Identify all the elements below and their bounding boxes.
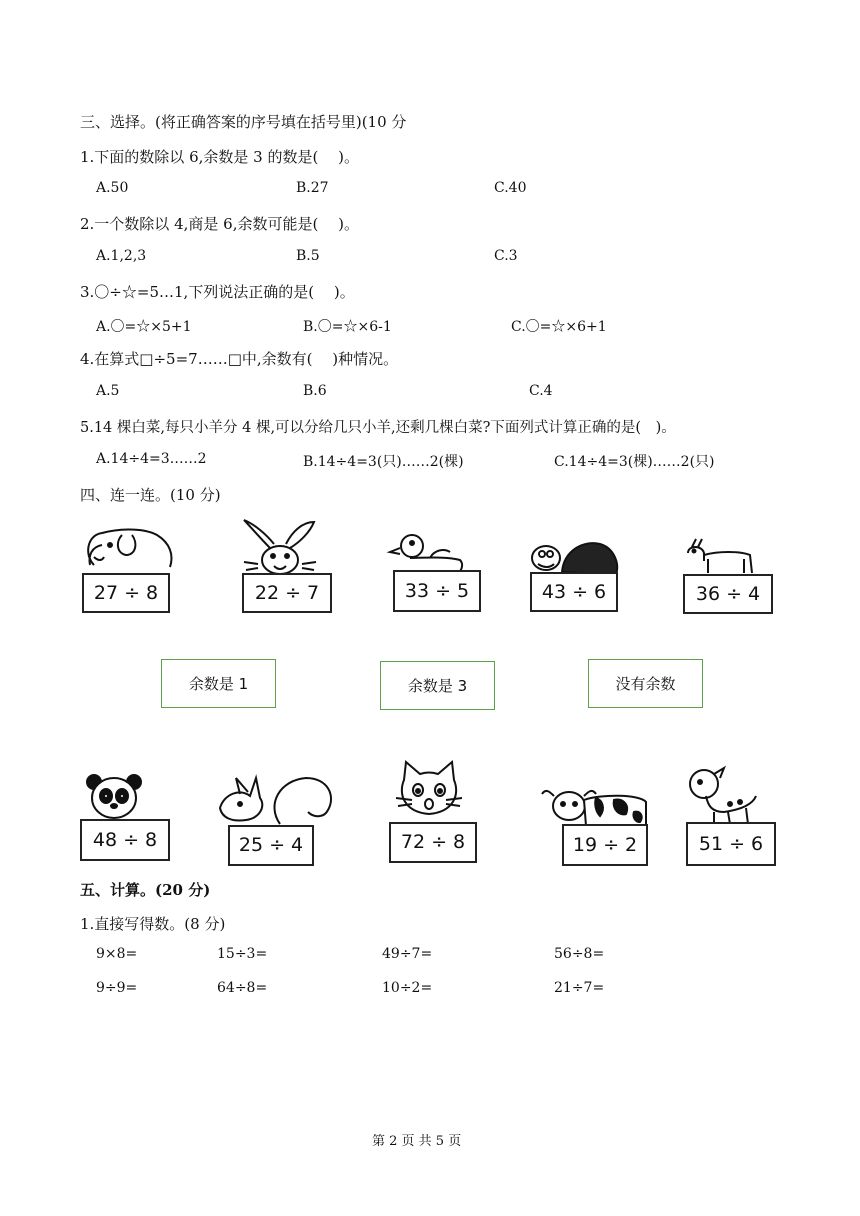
calc-item: 9÷9= — [96, 980, 138, 996]
q3-option-b: B.〇=☆×6-1 — [303, 319, 392, 335]
calc-item: 15÷3= — [217, 946, 268, 962]
q1-option-a: A.50 — [96, 180, 129, 196]
calc-item: 49÷7= — [382, 946, 433, 962]
rabbit-icon — [240, 518, 320, 578]
section3-title: 三、选择。(将正确答案的序号填在括号里)(10 分 — [80, 113, 407, 131]
q2-option-b: B.5 — [296, 248, 320, 264]
question-3: 3.〇÷☆=5…1,下列说法正确的是( )。 — [80, 283, 355, 301]
q4-option-c: C.4 — [529, 383, 553, 399]
answer-box-no-remainder: 没有余数 — [588, 659, 703, 708]
page-footer: 第 2 页 共 5 页 — [372, 1134, 462, 1149]
q3-option-c: C.〇=☆×6+1 — [511, 319, 607, 335]
calc-item: 9×8= — [96, 946, 138, 962]
calc-item: 56÷8= — [554, 946, 605, 962]
question-4: 4.在算式□÷5=7……□中,余数有( )种情况。 — [80, 350, 399, 368]
calc-item: 21÷7= — [554, 980, 605, 996]
top-card-4: 43 ÷ 6 — [530, 572, 618, 612]
section5-sub1: 1.直接写得数。(8 分) — [80, 915, 226, 933]
top-card-1: 27 ÷ 8 — [82, 573, 170, 613]
bottom-card-4: 19 ÷ 2 — [562, 824, 648, 866]
goat-icon — [684, 537, 756, 577]
top-card-5: 36 ÷ 4 — [683, 574, 773, 614]
q4-option-a: A.5 — [96, 383, 120, 399]
question-1: 1.下面的数除以 6,余数是 3 的数是( )。 — [80, 148, 359, 166]
section5-title: 五、计算。(20 分) — [80, 881, 211, 899]
calc-item: 10÷2= — [382, 980, 433, 996]
bottom-card-3: 72 ÷ 8 — [389, 822, 477, 863]
top-card-2: 22 ÷ 7 — [242, 573, 332, 613]
top-card-3: 33 ÷ 5 — [393, 570, 481, 612]
question-2: 2.一个数除以 4,商是 6,余数可能是( )。 — [80, 215, 359, 233]
q3-option-a: A.〇=☆×5+1 — [96, 319, 192, 335]
q5-option-a: A.14÷4=3……2 — [96, 451, 207, 467]
q1-option-b: B.27 — [296, 180, 329, 196]
answer-box-remainder-3: 余数是 3 — [380, 661, 495, 710]
q5-option-b: B.14÷4=3(只)……2(棵) — [303, 454, 464, 470]
q5-option-c: C.14÷4=3(棵)……2(只) — [554, 454, 715, 470]
cat-icon — [394, 760, 464, 826]
bottom-card-2: 25 ÷ 4 — [228, 825, 314, 866]
answer-box-remainder-1: 余数是 1 — [161, 659, 276, 708]
deer-icon — [684, 766, 764, 828]
squirrel-icon — [210, 774, 340, 830]
bottom-card-1: 48 ÷ 8 — [80, 819, 170, 861]
elephant-icon — [82, 525, 177, 575]
question-5: 5.14 棵白菜,每只小羊分 4 棵,可以分给几只小羊,还剩几棵白菜?下面列式计算正确的是( )。 — [80, 420, 676, 436]
duck-icon — [390, 530, 470, 575]
calc-item: 64÷8= — [217, 980, 268, 996]
section4-title: 四、连一连。(10 分) — [80, 486, 221, 504]
q2-option-a: A.1,2,3 — [96, 248, 147, 264]
q4-option-b: B.6 — [303, 383, 327, 399]
panda-icon — [86, 772, 146, 822]
q2-option-c: C.3 — [494, 248, 518, 264]
q1-option-c: C.40 — [494, 180, 527, 196]
bottom-card-5: 51 ÷ 6 — [686, 822, 776, 866]
